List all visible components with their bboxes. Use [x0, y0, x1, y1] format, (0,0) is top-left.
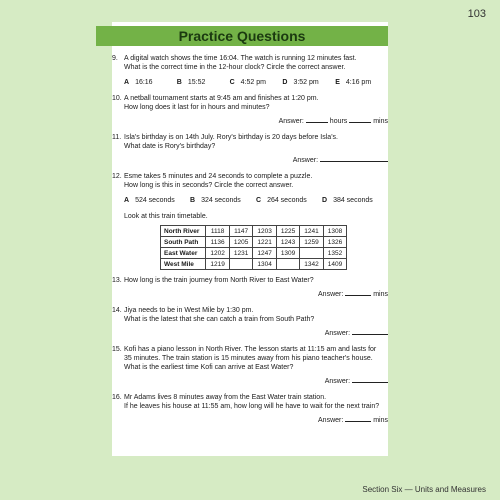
- time-cell: 1342: [300, 259, 323, 270]
- time-cell: 1147: [229, 226, 252, 237]
- question-16: [112, 393, 388, 425]
- time-cell: [300, 248, 323, 259]
- page-title: Practice Questions: [96, 26, 388, 46]
- question-number: 16.: [112, 394, 122, 401]
- time-cell: 1304: [253, 259, 276, 270]
- answer-line: Answer: hours mins: [124, 115, 388, 126]
- question-15: [112, 345, 388, 386]
- option-c[interactable]: C 4:52 pm: [229, 79, 266, 86]
- question-13: [112, 276, 388, 299]
- station-name: West Mile: [161, 259, 206, 270]
- time-cell: 1309: [276, 248, 299, 259]
- question-number: 11.: [112, 134, 122, 141]
- question-text: If he leaves his house at 11:55 am, how long will he have to wait for the next train?: [124, 403, 380, 410]
- question-number: 10.: [112, 95, 122, 102]
- answer-line: Answer: mins: [124, 288, 388, 299]
- question-text: What is the latest that she can catch a train from South Path?: [124, 316, 315, 323]
- time-cell: 1225: [276, 226, 299, 237]
- answer-blank[interactable]: [352, 327, 388, 335]
- question-text: What is the correct time in the 12-hour clock? Circle the correct answer.: [124, 64, 346, 71]
- question-text: Esme takes 5 minutes and 24 seconds to complete a puzzle.: [124, 173, 313, 180]
- table-row: [161, 259, 347, 270]
- station-name: South Path: [161, 237, 206, 248]
- time-cell: 1409: [323, 259, 346, 270]
- question-14: [112, 306, 388, 338]
- question-text: Jiya needs to be in West Mile by 1:30 pm.: [124, 307, 254, 314]
- time-cell: 1202: [206, 248, 229, 259]
- train-timetable: [160, 225, 347, 270]
- question-text: 35 minutes. The train station is 15 minutes away from his piano teacher's house.: [124, 355, 373, 362]
- question-10: [112, 94, 388, 126]
- question-text: How long is the train journey from North River to East Water?: [124, 277, 314, 284]
- answer-blank[interactable]: [345, 414, 371, 422]
- time-cell: 1326: [323, 237, 346, 248]
- page-number: 103: [467, 8, 486, 20]
- answer-line: Answer: mins: [124, 414, 388, 425]
- answer-blank[interactable]: [320, 154, 388, 162]
- question-text: Isla's birthday is on 14th July. Rory's birthday is 20 days before Isla's.: [124, 134, 338, 141]
- answer-blank[interactable]: [345, 288, 371, 296]
- time-cell: [276, 259, 299, 270]
- option-d[interactable]: D 384 seconds: [322, 197, 373, 204]
- answer-options: [124, 78, 388, 87]
- question-number: 9.: [112, 55, 118, 62]
- station-name: East Water: [161, 248, 206, 259]
- time-cell: 1308: [323, 226, 346, 237]
- time-cell: 1205: [229, 237, 252, 248]
- question-number: 13.: [112, 277, 122, 284]
- answer-blank[interactable]: [352, 375, 388, 383]
- option-c[interactable]: C 264 seconds: [256, 197, 307, 204]
- time-cell: 1118: [206, 226, 229, 237]
- time-cell: 1231: [229, 248, 252, 259]
- station-name: North River: [161, 226, 206, 237]
- time-cell: 1221: [253, 237, 276, 248]
- question-9: [112, 54, 388, 87]
- question-number: 14.: [112, 307, 122, 314]
- question-text: How long does it last for in hours and minutes?: [124, 104, 270, 111]
- answer-blank-mins[interactable]: [349, 115, 371, 123]
- question-12: [112, 172, 388, 205]
- option-b[interactable]: B 324 seconds: [190, 197, 241, 204]
- question-11: [112, 133, 388, 165]
- question-text: What is the earliest time Kofi can arrive at East Water?: [124, 364, 294, 371]
- question-text: How long is this in seconds? Circle the correct answer.: [124, 182, 294, 189]
- question-list: [112, 54, 388, 432]
- answer-line: Answer:: [124, 154, 388, 165]
- time-cell: 1241: [300, 226, 323, 237]
- question-text: A digital watch shows the time 16:04. The watch is running 12 minutes fast.: [124, 55, 357, 62]
- question-text: What date is Rory's birthday?: [124, 143, 216, 150]
- table-row: [161, 248, 347, 259]
- answer-line: Answer:: [124, 375, 388, 386]
- time-cell: 1219: [206, 259, 229, 270]
- question-text: A netball tournament starts at 9:45 am and finishes at 1:20 pm.: [124, 95, 319, 102]
- option-a[interactable]: A 16:16: [124, 79, 153, 86]
- time-cell: 1203: [253, 226, 276, 237]
- table-row: [161, 237, 347, 248]
- time-cell: 1243: [276, 237, 299, 248]
- time-cell: [229, 259, 252, 270]
- time-cell: 1352: [323, 248, 346, 259]
- question-text: Kofi has a piano lesson in North River. The lesson starts at 11:15 am and lasts for: [124, 346, 377, 353]
- question-text: Mr Adams lives 8 minutes away from the East Water train station.: [124, 394, 327, 401]
- footer-section-label: Section Six — Units and Measures: [362, 485, 486, 494]
- question-number: 15.: [112, 346, 122, 353]
- time-cell: 1247: [253, 248, 276, 259]
- timetable-intro: Look at this train timetable.: [124, 213, 208, 220]
- option-b[interactable]: B 15:52: [176, 79, 206, 86]
- time-cell: 1259: [300, 237, 323, 248]
- option-e[interactable]: E 4:16 pm: [335, 79, 372, 86]
- answer-line: Answer:: [124, 327, 388, 338]
- question-number: 12.: [112, 173, 122, 180]
- option-a[interactable]: A 524 seconds: [124, 197, 175, 204]
- table-row: [161, 226, 347, 237]
- time-cell: 1136: [206, 237, 229, 248]
- answer-blank-hours[interactable]: [306, 115, 328, 123]
- answer-options: [124, 196, 388, 205]
- option-d[interactable]: D 3:52 pm: [282, 79, 319, 86]
